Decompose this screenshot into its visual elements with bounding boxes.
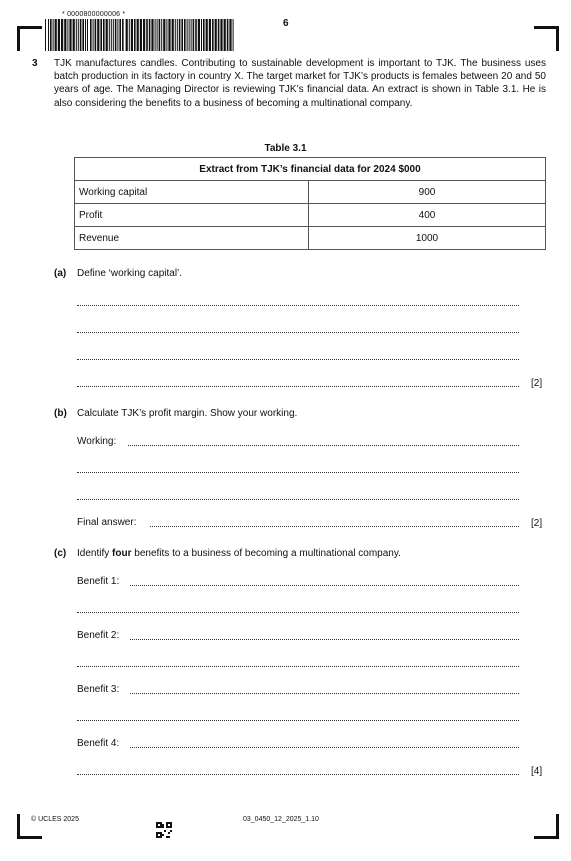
part-a-marks: [2] [531, 378, 543, 389]
benefit-2-line[interactable] [130, 638, 519, 640]
barcode [45, 19, 235, 51]
answer-line[interactable] [77, 611, 519, 613]
row-label: Profit [75, 204, 309, 227]
row-label: Revenue [75, 227, 309, 250]
barcode-number: * 0000800000006 * [62, 11, 126, 18]
benefit-2-label: Benefit 2: [77, 630, 120, 641]
row-value: 900 [309, 181, 546, 204]
table-header: Extract from TJK’s financial data for 2024 $000 [75, 158, 546, 181]
question-emphasis: four [112, 548, 132, 559]
table-row [75, 181, 546, 204]
question-number: 3 [32, 58, 38, 69]
answer-line[interactable] [77, 331, 519, 333]
benefit-4-label: Benefit 4: [77, 738, 120, 749]
row-label: Working capital [75, 181, 309, 204]
benefit-4-line[interactable] [130, 746, 519, 748]
working-line[interactable] [128, 444, 519, 446]
page-number: 6 [283, 18, 289, 29]
row-value: 400 [309, 204, 546, 227]
table-title: Table 3.1 [264, 143, 307, 154]
part-b-question: Calculate TJK’s profit margin. Show your working. [77, 408, 298, 419]
benefit-1-label: Benefit 1: [77, 576, 120, 587]
answer-line[interactable] [77, 719, 519, 721]
answer-line[interactable] [77, 665, 519, 667]
qr-code-icon [156, 822, 172, 838]
answer-line[interactable] [77, 773, 519, 775]
answer-line[interactable] [77, 358, 519, 360]
benefit-3-line[interactable] [130, 692, 519, 694]
part-c-marks: [4] [531, 766, 543, 777]
part-b-label: (b) [54, 408, 67, 419]
corner-mark-top-left [17, 26, 42, 51]
row-value: 1000 [309, 227, 546, 250]
part-a-label: (a) [54, 268, 67, 279]
working-label: Working: [77, 436, 117, 447]
financial-data-table [74, 157, 546, 250]
part-c-question [77, 548, 401, 559]
question-intro: TJK manufactures candles. Contributing to sustainable development is important to TJK. The business uses batch production in its factory in country X. The target market for TJK’s products is females between 20 and 50 years of age. The Managing Director is reviewing TJK’s financial data. An extract is shown in Table 3.1. He is also considering the benefits to a business of becoming a multinational company. [54, 58, 546, 109]
answer-line[interactable] [77, 498, 519, 500]
answer-line[interactable] [77, 385, 519, 387]
benefit-3-label: Benefit 3: [77, 684, 120, 695]
question-text: benefits to a business of becoming a multinational company. [131, 548, 401, 559]
final-answer-line[interactable] [150, 525, 519, 527]
answer-line[interactable] [77, 471, 519, 473]
part-a-question: Define ‘working capital’. [77, 268, 183, 279]
copyright: © UCLES 2025 [31, 816, 79, 823]
table-row [75, 204, 546, 227]
paper-code: 03_0450_12_2025_1.10 [243, 816, 319, 823]
part-b-marks: [2] [531, 518, 543, 529]
final-answer-label: Final answer: [77, 517, 137, 528]
corner-mark-top-right [534, 26, 559, 51]
table-row [75, 227, 546, 250]
answer-line[interactable] [77, 304, 519, 306]
benefit-1-line[interactable] [130, 584, 519, 586]
question-text: Identify [77, 548, 113, 559]
part-c-label: (c) [54, 548, 67, 559]
corner-mark-bottom-right [534, 814, 559, 839]
